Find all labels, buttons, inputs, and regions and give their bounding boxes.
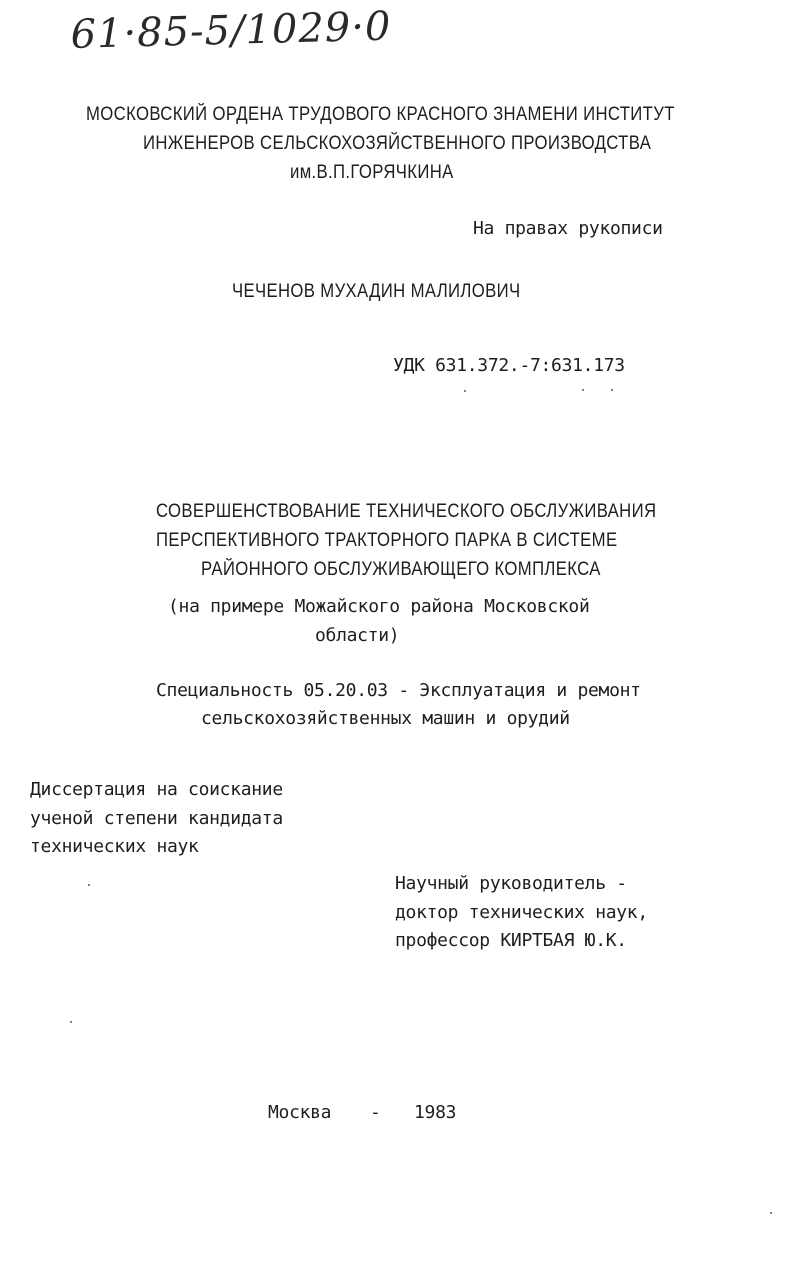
institute-line-1: МОСКОВСКИЙ ОРДЕНА ТРУДОВОГО КРАСНОГО ЗНАМЕНИ ИНСТИТУТ	[86, 104, 675, 125]
year: 1983	[414, 1102, 457, 1123]
title-line-1: СОВЕРШЕНСТВОВАНИЕ ТЕХНИЧЕСКОГО ОБСЛУЖИВАНИЯ	[156, 501, 657, 522]
institute-line-3: им.В.П.ГОРЯЧКИНА	[290, 162, 454, 183]
scan-speck	[70, 1021, 72, 1023]
scan-speck	[770, 1212, 772, 1214]
city: Москва	[268, 1102, 332, 1123]
city-year-dash: -	[370, 1102, 381, 1123]
dissertation-line-1: Диссертация на соискание	[30, 779, 283, 800]
supervisor-line-2: доктор технических наук,	[395, 902, 648, 923]
udk-code: УДК 631.372.-7:631.173	[393, 355, 625, 376]
archive-handwritten-mark: 61·85-5/1029·0	[70, 3, 393, 58]
specialty-line-1: Специальность 05.20.03 - Эксплуатация и ремонт	[156, 680, 641, 701]
scan-speck	[582, 389, 584, 391]
scan-speck	[611, 389, 613, 391]
dissertation-line-2: ученой степени кандидата	[30, 808, 283, 829]
author-name: ЧЕЧЕНОВ МУХАДИН МАЛИЛОВИЧ	[232, 281, 521, 302]
subtitle-line-2: области)	[315, 625, 400, 646]
manuscript-rights-note: На правах рукописи	[473, 218, 663, 239]
supervisor-line-1: Научный руководитель -	[395, 873, 627, 894]
institute-line-2: ИНЖЕНЕРОВ СЕЛЬСКОХОЗЯЙСТВЕННОГО ПРОИЗВОДСТВА	[143, 133, 652, 154]
scan-speck	[464, 390, 466, 392]
dissertation-line-3: технических наук	[30, 836, 199, 857]
subtitle-line-1: (на примере Можайского района Московской	[168, 596, 590, 617]
scan-speck	[88, 884, 90, 886]
specialty-line-2: сельскохозяйственных машин и орудий	[201, 708, 570, 729]
supervisor-line-3: профессор КИРТБАЯ Ю.К.	[395, 930, 627, 951]
title-line-2: ПЕРСПЕКТИВНОГО ТРАКТОРНОГО ПАРКА В СИСТЕМЕ	[156, 530, 618, 551]
title-line-3: РАЙОННОГО ОБСЛУЖИВАЮЩЕГО КОМПЛЕКСА	[201, 559, 601, 580]
